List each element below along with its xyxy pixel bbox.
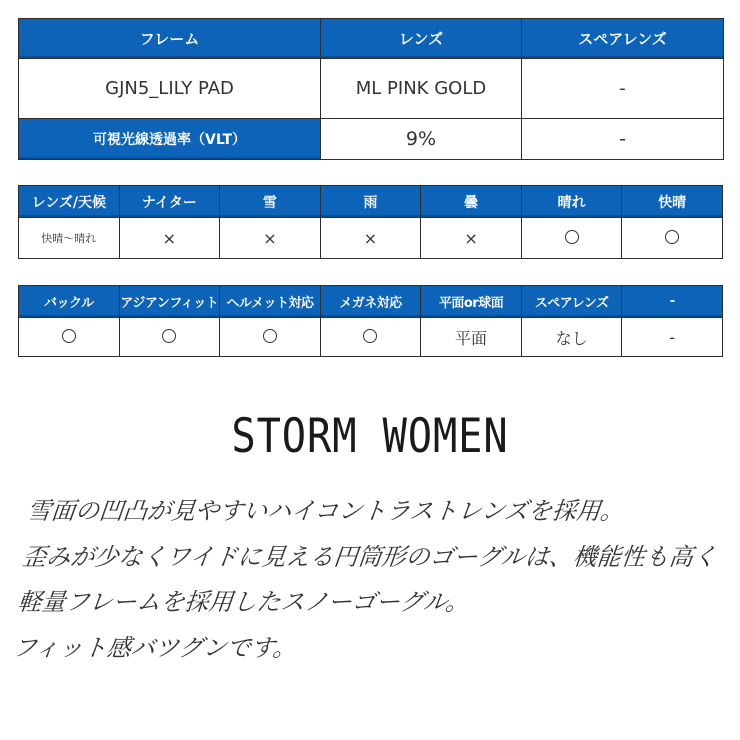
weather-table [18, 185, 723, 259]
description-line: 歪みが少なくワイドに見える円筒形のゴーグルは、機能性も高く [20, 542, 719, 571]
spec-value-row [19, 59, 724, 119]
weather-cell: × [421, 218, 522, 259]
feature-header-asian-fit: アジアンフィット [119, 286, 220, 318]
weather-header-snow: 雪 [220, 186, 321, 218]
weather-header-lens-weather: レンズ/天候 [19, 186, 120, 218]
feature-header-blank: - [622, 286, 723, 318]
circle-mark-icon [263, 329, 277, 343]
circle-mark-icon [363, 329, 377, 343]
weather-header-clear: 快晴 [622, 186, 723, 218]
circle-mark-icon [565, 230, 579, 244]
feature-cell [220, 318, 321, 357]
weather-header-rain: 雨 [320, 186, 421, 218]
feature-cell: なし [521, 318, 622, 357]
feature-header-glasses: メガネ対応 [320, 286, 421, 318]
spec-header-lens: レンズ [321, 19, 522, 59]
description-line: 雪面の凹凸が見やすいハイコントラストレンズを採用。 [25, 497, 626, 525]
weather-header-night: ナイター [119, 186, 220, 218]
feature-header-helmet: ヘルメット対応 [220, 286, 321, 318]
product-description [10, 489, 740, 671]
weather-cell [622, 218, 723, 259]
vlt-label: 可視光線透過率（VLT） [19, 119, 321, 160]
weather-cell: × [320, 218, 421, 259]
spec-header-spare-lens: スペアレンズ [522, 19, 724, 59]
feature-cell [320, 318, 421, 357]
weather-header-cloudy: 曇 [421, 186, 522, 218]
feature-table [18, 285, 723, 357]
feature-header-buckle: バックル [19, 286, 120, 318]
spec-table [18, 18, 724, 160]
lens-value: ML PINK GOLD [321, 59, 522, 119]
vlt-value: 9% [321, 119, 522, 160]
feature-cell [119, 318, 220, 357]
weather-header-row [19, 186, 723, 218]
circle-mark-icon [62, 329, 76, 343]
product-title: STORM WOMEN [231, 409, 509, 464]
vlt-spare-value: - [522, 119, 724, 160]
weather-header-sunny: 晴れ [521, 186, 622, 218]
feature-value-row [19, 318, 723, 357]
weather-cell [521, 218, 622, 259]
spare-lens-value: - [522, 59, 724, 119]
description-line: 軽量フレームを採用したスノーゴーグル。 [16, 588, 471, 616]
feature-header-lens-shape: 平面or球面 [421, 286, 522, 318]
weather-condition-label: 快晴～晴れ [19, 218, 120, 259]
feature-header-spare-lens: スペアレンズ [521, 286, 622, 318]
weather-cell: × [119, 218, 220, 259]
weather-value-row [19, 218, 723, 259]
feature-header-row [19, 286, 723, 318]
feature-cell [19, 318, 120, 357]
vlt-row [19, 119, 724, 160]
spec-header-row [19, 19, 724, 59]
description-line: フィット感バツグンです。 [11, 633, 299, 662]
circle-mark-icon [162, 329, 176, 343]
feature-cell: - [622, 318, 723, 357]
feature-cell: 平面 [421, 318, 522, 357]
spec-header-frame: フレーム [19, 19, 321, 59]
frame-value: GJN5_LILY PAD [19, 59, 321, 119]
circle-mark-icon [665, 230, 679, 244]
weather-cell: × [220, 218, 321, 259]
